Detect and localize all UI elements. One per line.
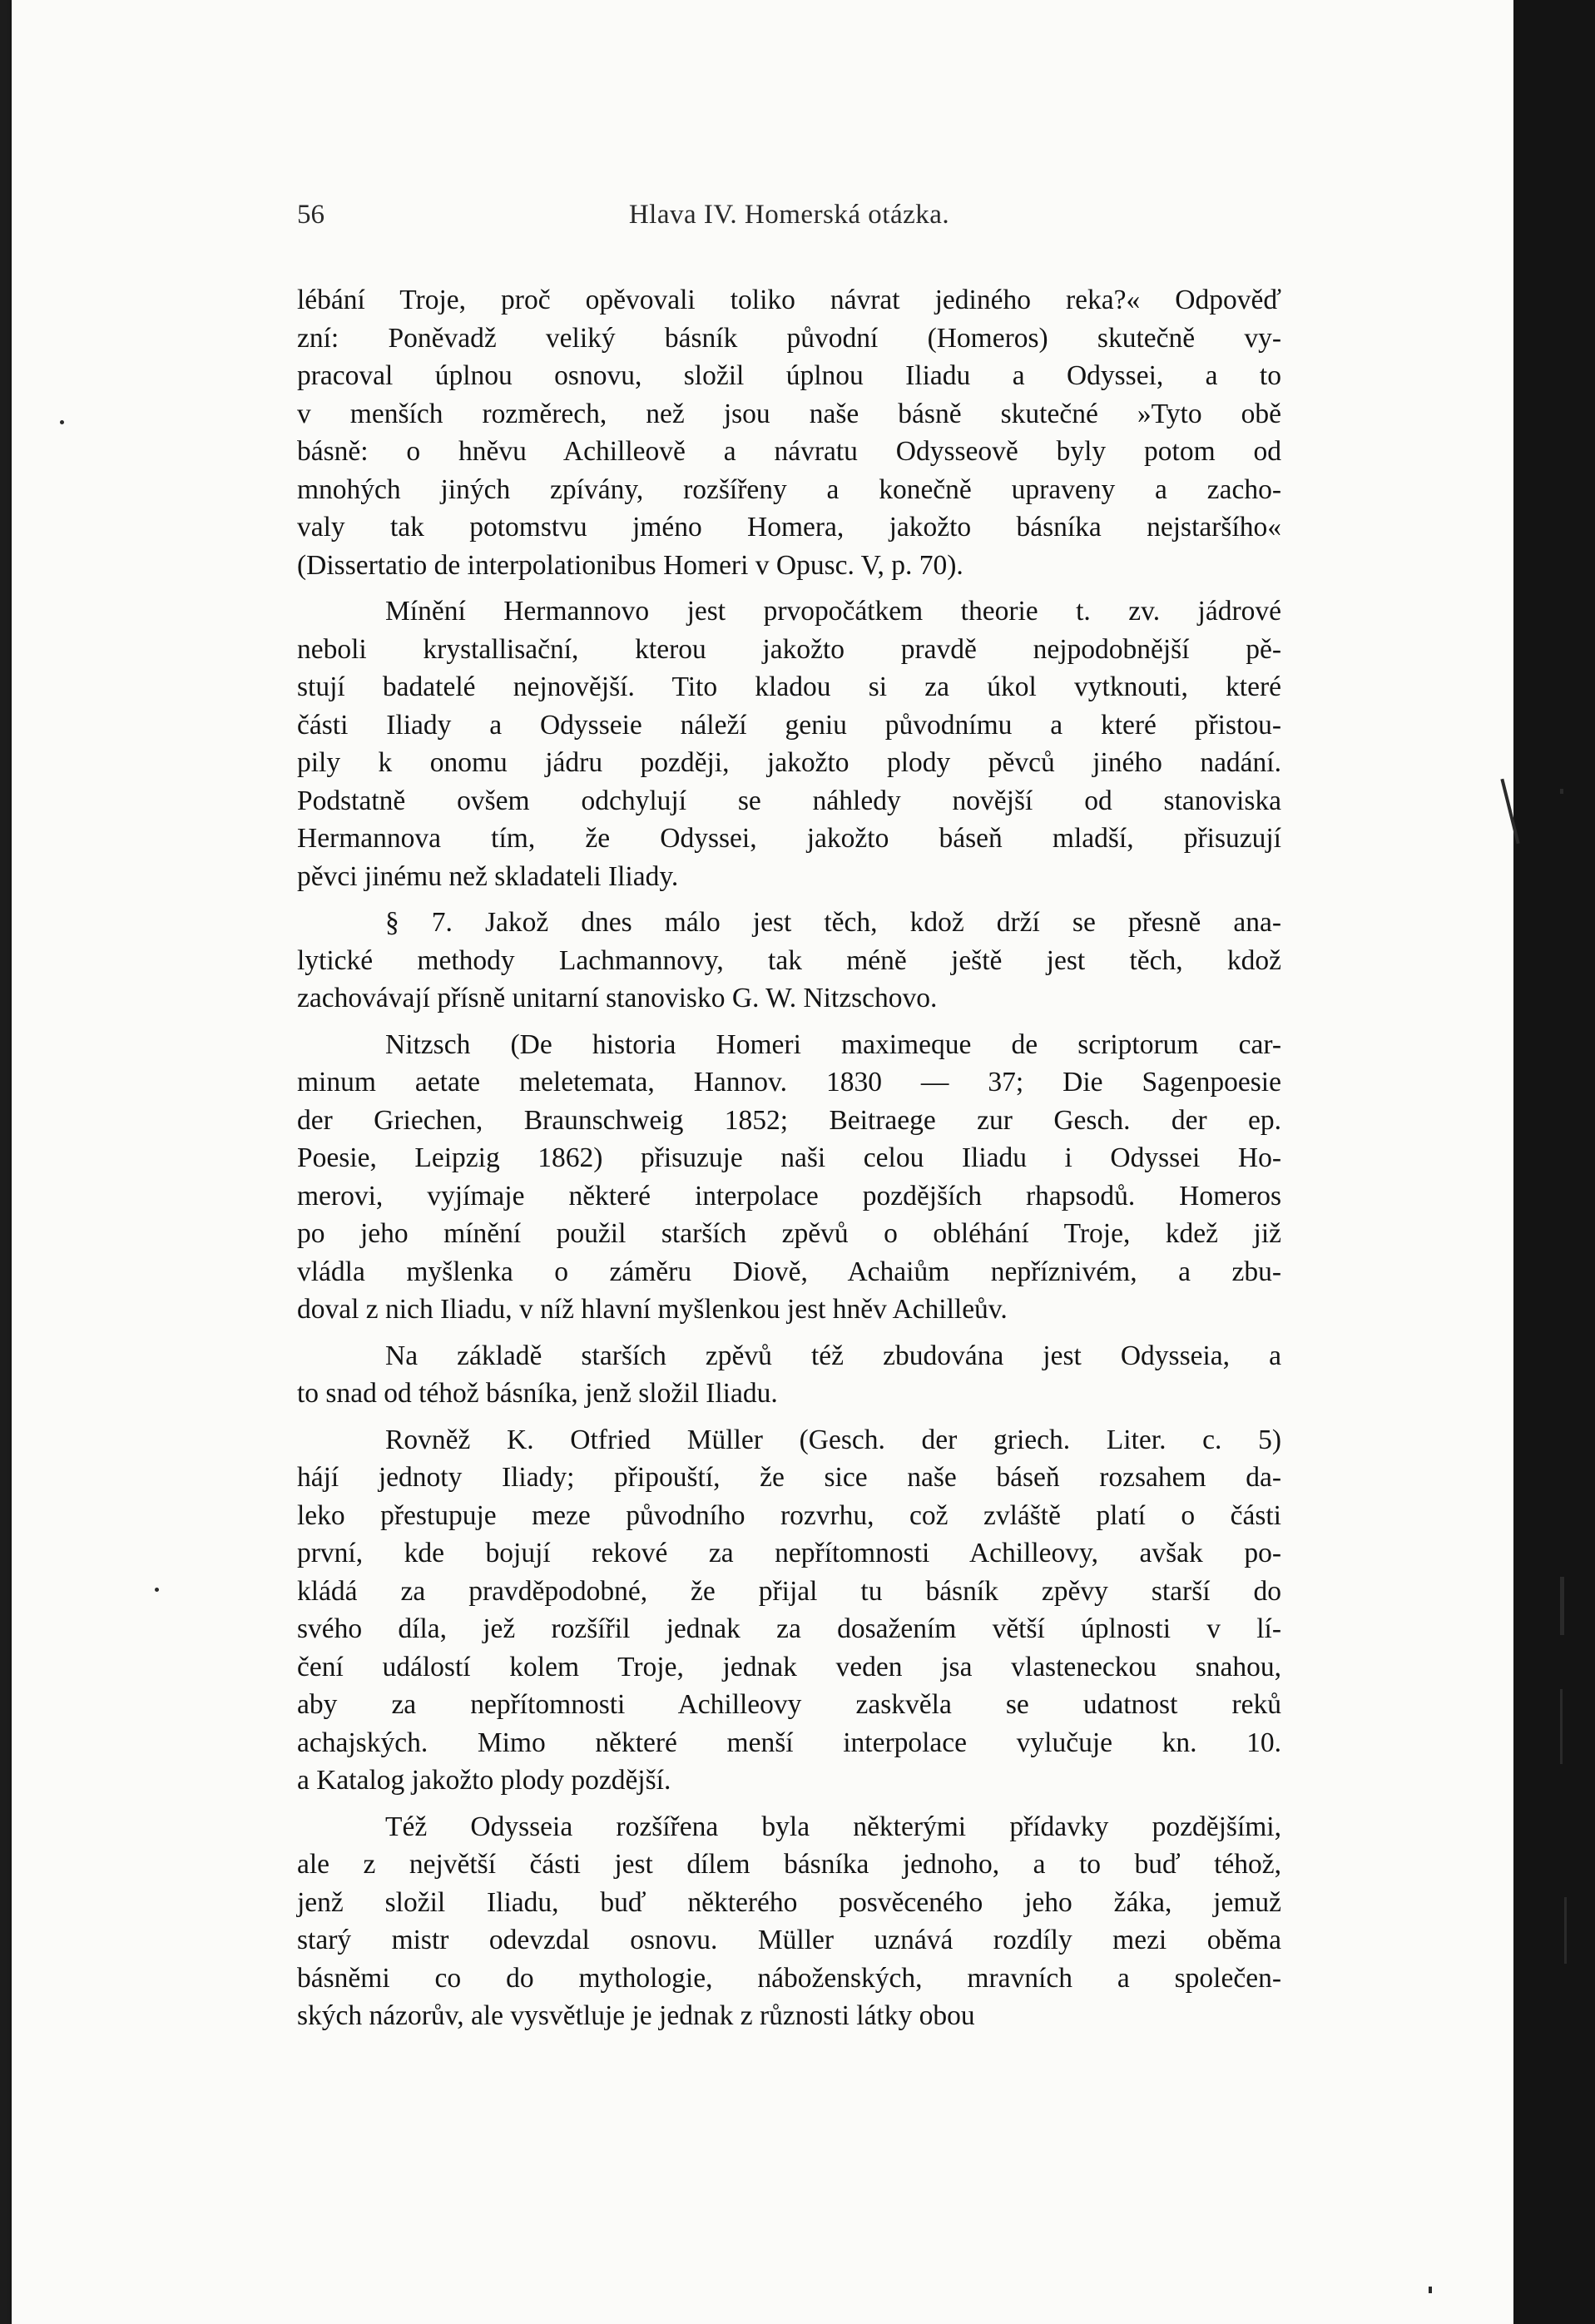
scan-speck xyxy=(1560,789,1563,794)
text-line: Hermannova tím, že Odyssei, jakožto báseň mladší, přisuzují xyxy=(297,823,1281,854)
text-line: der Griechen, Braunschweig 1852; Beitraege zur Gesch. der ep. xyxy=(297,1104,1281,1136)
text-line: mnohých jiných zpívány, rozšířeny a konečně upraveny a zacho- xyxy=(297,473,1281,505)
page-number: 56 xyxy=(297,200,324,230)
text-line: zní: Poněvadž veliký básník původní (Homeros) skutečně vy- xyxy=(297,322,1281,354)
scan-speck xyxy=(1564,1897,1567,1964)
body-text xyxy=(297,281,1281,2035)
text-line: Poesie, Leipzig 1862) přisuzuje naši celou Iliadu i Odyssei Ho- xyxy=(297,1142,1281,1173)
scan-speck xyxy=(1560,1689,1563,1764)
page-header xyxy=(297,200,1281,236)
text-line: pily k onomu jádru později, jakožto plody pěvců jiného nadání. xyxy=(297,747,1281,778)
text-line: stují badatelé nejnovější. Tito kladou si za úkol vytknouti, které xyxy=(297,671,1281,702)
text-line: jenž složil Iliadu, buď některého posvěceného jeho žáka, jemuž xyxy=(297,1886,1281,1918)
paragraph xyxy=(297,1421,1281,1800)
text-line: části Iliady a Odysseie náleží geniu původnímu a které přistou- xyxy=(297,709,1281,741)
paragraph xyxy=(297,904,1281,1018)
text-line: lytické methody Lachmannovy, tak méně ještě jest těch, kdož xyxy=(297,944,1281,976)
text-line: starý mistr odevzdal osnovu. Müller uznává rozdíly mezi oběma xyxy=(297,1925,1281,1955)
text-line: Na základě starších zpěvů též zbudována jest Odysseia, a xyxy=(385,1340,1281,1371)
text-line: achajských. Mimo některé menší interpolace vylučuje kn. 10. xyxy=(297,1727,1281,1758)
text-line: Rovněž K. Otfried Müller (Gesch. der griech. Liter. c. 5) xyxy=(385,1424,1281,1455)
text-line: ských názorův, ale vysvětluje je jednak z různosti látky obou xyxy=(297,2000,975,2031)
text-line: Též Odysseia rozšířena byla některými přídavky pozdějšími, xyxy=(385,1811,1281,1842)
text-line: doval z nich Iliadu, v níž hlavní myšlenkou jest hněv Achilleův. xyxy=(297,1294,1008,1325)
text-line: první, kde bojují rekové za nepřítomnosti Achilleovy, avšak po- xyxy=(297,1538,1281,1568)
text-line: pracoval úplnou osnovu, složil úplnou Iliadu a Odyssei, a to xyxy=(297,360,1281,391)
text-line: hájí jednoty Iliady; připouští, že sice naše báseň rozsahem da- xyxy=(297,1462,1281,1493)
text-line: leko přestupuje meze původního rozvrhu, což zvláště platí o části xyxy=(297,1499,1281,1531)
scan-dark-border xyxy=(1513,0,1595,2324)
text-line: vládla myšlenka o záměru Diově, Achaiům nepříznivém, a zbu- xyxy=(297,1256,1281,1287)
text-line: § 7. Jakož dnes málo jest těch, kdož drží se přesně ana- xyxy=(385,907,1281,938)
scan-speck xyxy=(1429,2287,1432,2293)
text-line: Mínění Hermannovo jest prvopočátkem theorie t. zv. jádrové xyxy=(385,596,1281,627)
text-line: čení událostí kolem Troje, jednak veden jsa vlasteneckou snahou, xyxy=(297,1651,1281,1682)
text-line: svého díla, jež rozšířil jednak za dosažením větší úplnosti v lí- xyxy=(297,1613,1281,1644)
text-line: minum aetate meletemata, Hannov. 1830 — 37; Die Sagenpoesie xyxy=(297,1067,1281,1098)
paragraph xyxy=(297,281,1281,584)
text-line: Nitzsch (De historia Homeri maximeque de scriptorum car- xyxy=(385,1028,1281,1060)
text-line: merovi, vyjímaje některé interpolace pozdějších rhapsodů. Homeros xyxy=(297,1180,1281,1212)
text-line: básně: o hněvu Achilleově a návratu Odysseově byly potom od xyxy=(297,436,1281,467)
text-line: v menších rozměrech, než jsou naše básně skutečné »Tyto obě xyxy=(297,398,1281,429)
text-line: a Katalog jakožto plody pozdější. xyxy=(297,1765,671,1796)
paragraph xyxy=(297,1337,1281,1413)
paragraph xyxy=(297,1808,1281,2035)
text-line: ale z největší části jest dílem básníka jednoho, a to buď téhož, xyxy=(297,1849,1281,1880)
text-line: zachovávají přísně unitarní stanovisko G. W. Nitzschovo. xyxy=(297,983,938,1013)
text-line: Podstatně ovšem odchylují se náhledy novější od stanoviska xyxy=(297,785,1281,816)
text-line: kládá za pravděpodobné, že přijal tu básník zpěvy starší do xyxy=(297,1575,1281,1607)
paragraph xyxy=(297,592,1281,895)
text-line: to snad od téhož básníka, jenž složil Iliadu. xyxy=(297,1378,778,1409)
running-head: Hlava IV. Homerská otázka. xyxy=(628,200,950,230)
scan-speck xyxy=(1560,1577,1564,1635)
text-line: aby za nepřítomnosti Achilleovy zaskvěla se udatnost reků xyxy=(297,1689,1281,1720)
text-line: valy tak potomstvu jméno Homera, jakožto básníka nejstaršího« xyxy=(297,512,1281,543)
text-line: (Dissertatio de interpolationibus Homeri v Opusc. V, p. 70). xyxy=(297,549,963,581)
paragraph xyxy=(297,1026,1281,1329)
text-line: pěvci jinému než skladateli Iliady. xyxy=(297,860,679,892)
text-line: lébání Troje, proč opěvovali toliko návrat jediného reka?« Odpověď xyxy=(297,285,1281,315)
text-line: neboli krystallisační, kterou jakožto pravdě nejpodobnější pě- xyxy=(297,633,1281,665)
scan-speck xyxy=(60,420,64,424)
text-line: básněmi co do mythologie, náboženských, mravních a společen- xyxy=(297,1962,1281,1994)
text-line: po jeho mínění použil starších zpěvů o obléhání Troje, kdež již xyxy=(297,1218,1281,1249)
scan-speck xyxy=(155,1588,159,1592)
